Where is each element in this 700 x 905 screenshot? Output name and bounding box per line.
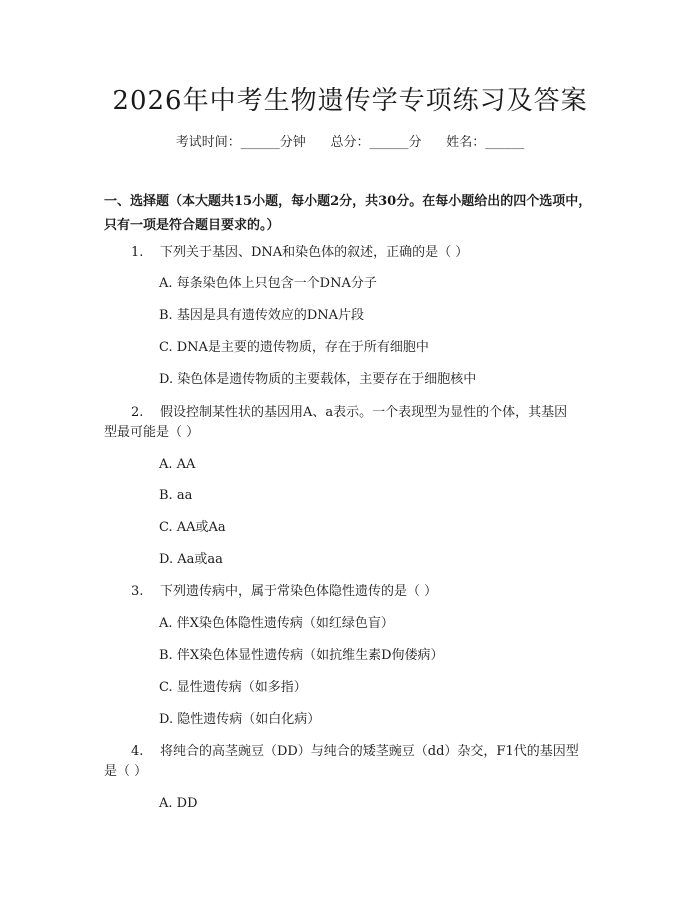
question-2-option-b: B. aa [159, 488, 193, 503]
exam-info-line: 考试时间：______分钟 总分：______分 姓名：______ [175, 135, 525, 150]
question-1-option-d: D. 染色体是遗传物质的主要载体，主要存在于细胞核中 [159, 372, 477, 387]
question-3-stem [131, 582, 437, 602]
question-1-option-b: B. 基因是具有遗传效应的DNA片段 [159, 308, 365, 323]
question-text: 将纯合的高茎豌豆（DD）与纯合的矮茎豌豆（dd）杂交，F1代的基因型 [159, 744, 579, 759]
question-number: 2. [131, 405, 144, 420]
question-2-stem-continued: 型最可能是（ ） [104, 425, 200, 440]
question-2-option-a: A. AA [159, 457, 196, 472]
question-text: 下列关于基因、DNA和染色体的叙述，正确的是（ ） [159, 245, 469, 260]
question-4-stem-continued: 是（ ） [104, 764, 148, 779]
question-1-option-a: A. 每条染色体上只包含一个DNA分子 [159, 276, 377, 291]
question-1-option-c: C. DNA是主要的遗传物质，存在于所有细胞中 [159, 340, 429, 355]
question-3-option-b: B. 伴X染色体显性遗传病（如抗维生素D佝偻病） [159, 648, 444, 663]
question-2-option-d: D. Aa或aa [159, 552, 223, 567]
question-3-option-a: A. 伴X染色体隐性遗传病（如红绿色盲） [159, 616, 394, 631]
question-4-stem [131, 742, 579, 762]
question-number: 1. [131, 245, 144, 260]
question-4-option-a: A. DD [159, 796, 198, 811]
question-text: 假设控制某性状的基因用A、a表示。一个表现型为显性的个体，其基因 [159, 405, 568, 420]
page-title: 2026年中考生物遗传学专项练习及答案 [112, 86, 588, 116]
question-1-stem [131, 243, 468, 263]
question-3-option-c: C. 显性遗传病（如多指） [159, 680, 307, 695]
question-3-option-d: D. 隐性遗传病（如白化病） [159, 712, 321, 727]
question-number: 3. [131, 584, 144, 599]
question-number: 4. [131, 744, 144, 759]
question-text: 下列遗传病中，属于常染色体隐性遗传的是（ ） [159, 584, 438, 599]
section-heading: 一、选择题（本大题共15小题，每小题2分，共30分。在每小题给出的四个选项中，只有一项是符合题目要求的。） [104, 194, 592, 233]
question-2-stem [131, 403, 567, 423]
question-2-option-c: C. AA或Aa [159, 520, 226, 535]
